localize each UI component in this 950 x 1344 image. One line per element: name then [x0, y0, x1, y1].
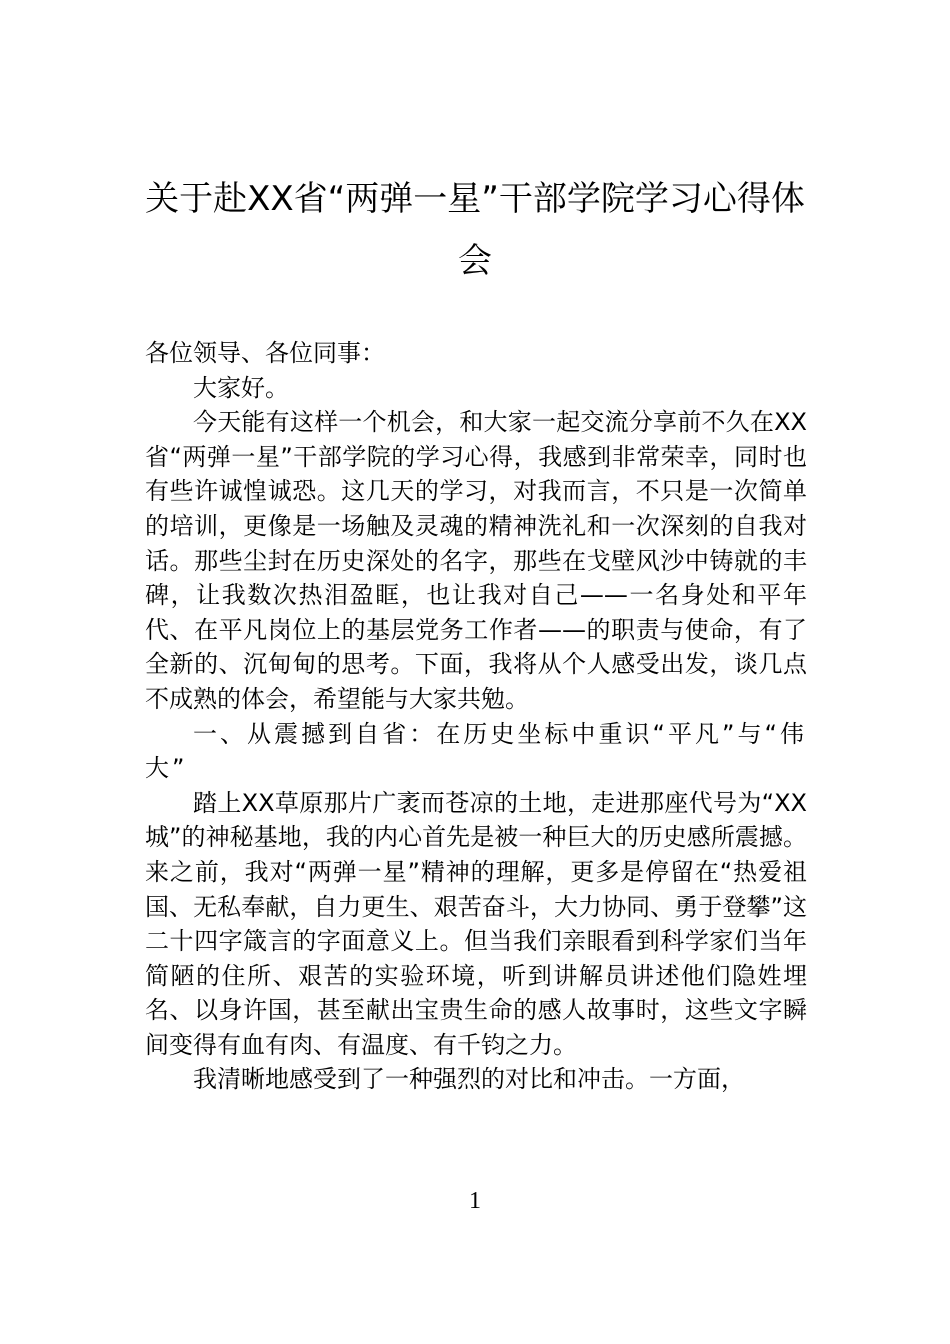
section-heading-1: 一、从震撼到自省：在历史坐标中重识“平凡”与“伟大”: [145, 719, 807, 783]
greeting: 大家好。: [193, 373, 289, 402]
document-body: [145, 336, 807, 1097]
paragraph-intro: 今天能有这样一个机会，和大家一起交流分享前不久在XX省“两弹一星”干部学院的学习心得，我感到非常荣幸，同时也有些许诚惶诚恐。这几天的学习，对我而言，不只是一次简单的培训，更像是一场触及灵魂的精神洗礼和一次深刻的自我对话。那些尘封在历史深处的名字，那些在戈壁风沙中铸就的丰碑，让我数次热泪盈眶，也让我对自己——一名身处和平年代、在平凡岗位上的基层党务工作者——的职责与使命，有了全新的、沉甸甸的思考。下面，我将从个人感受出发，谈几点不成熟的体会，希望能与大家共勉。: [145, 408, 807, 713]
paragraph-section-1: 踏上XX草原那片广袤而苍凉的土地，走进那座代号为“XX城”的神秘基地，我的内心首先是被一种巨大的历史感所震撼。来之前，我对“两弹一星”精神的理解，更多是停留在“热爱祖国、无私奉献，自力更生、艰苦奋斗，大力协同、勇于登攀”这二十四字箴言的字面意义上。但当我们亲眼看到科学家们当年简陋的住所、艰苦的实验环境，听到讲解员讲述他们隐姓埋名、以身许国，甚至献出宝贵生命的感人故事时，这些文字瞬间变得有血有肉、有温度、有千钧之力。: [145, 788, 807, 1059]
salutation: 各位领导、各位同事：: [145, 339, 385, 367]
page-number: 1: [469, 1188, 481, 1214]
document-title: 关于赴XX省“两弹一星”干部学院学习心得体会: [145, 179, 805, 281]
paragraph-section-1-continued: 我清晰地感受到了一种强烈的对比和冲击。一方面，: [193, 1065, 745, 1094]
